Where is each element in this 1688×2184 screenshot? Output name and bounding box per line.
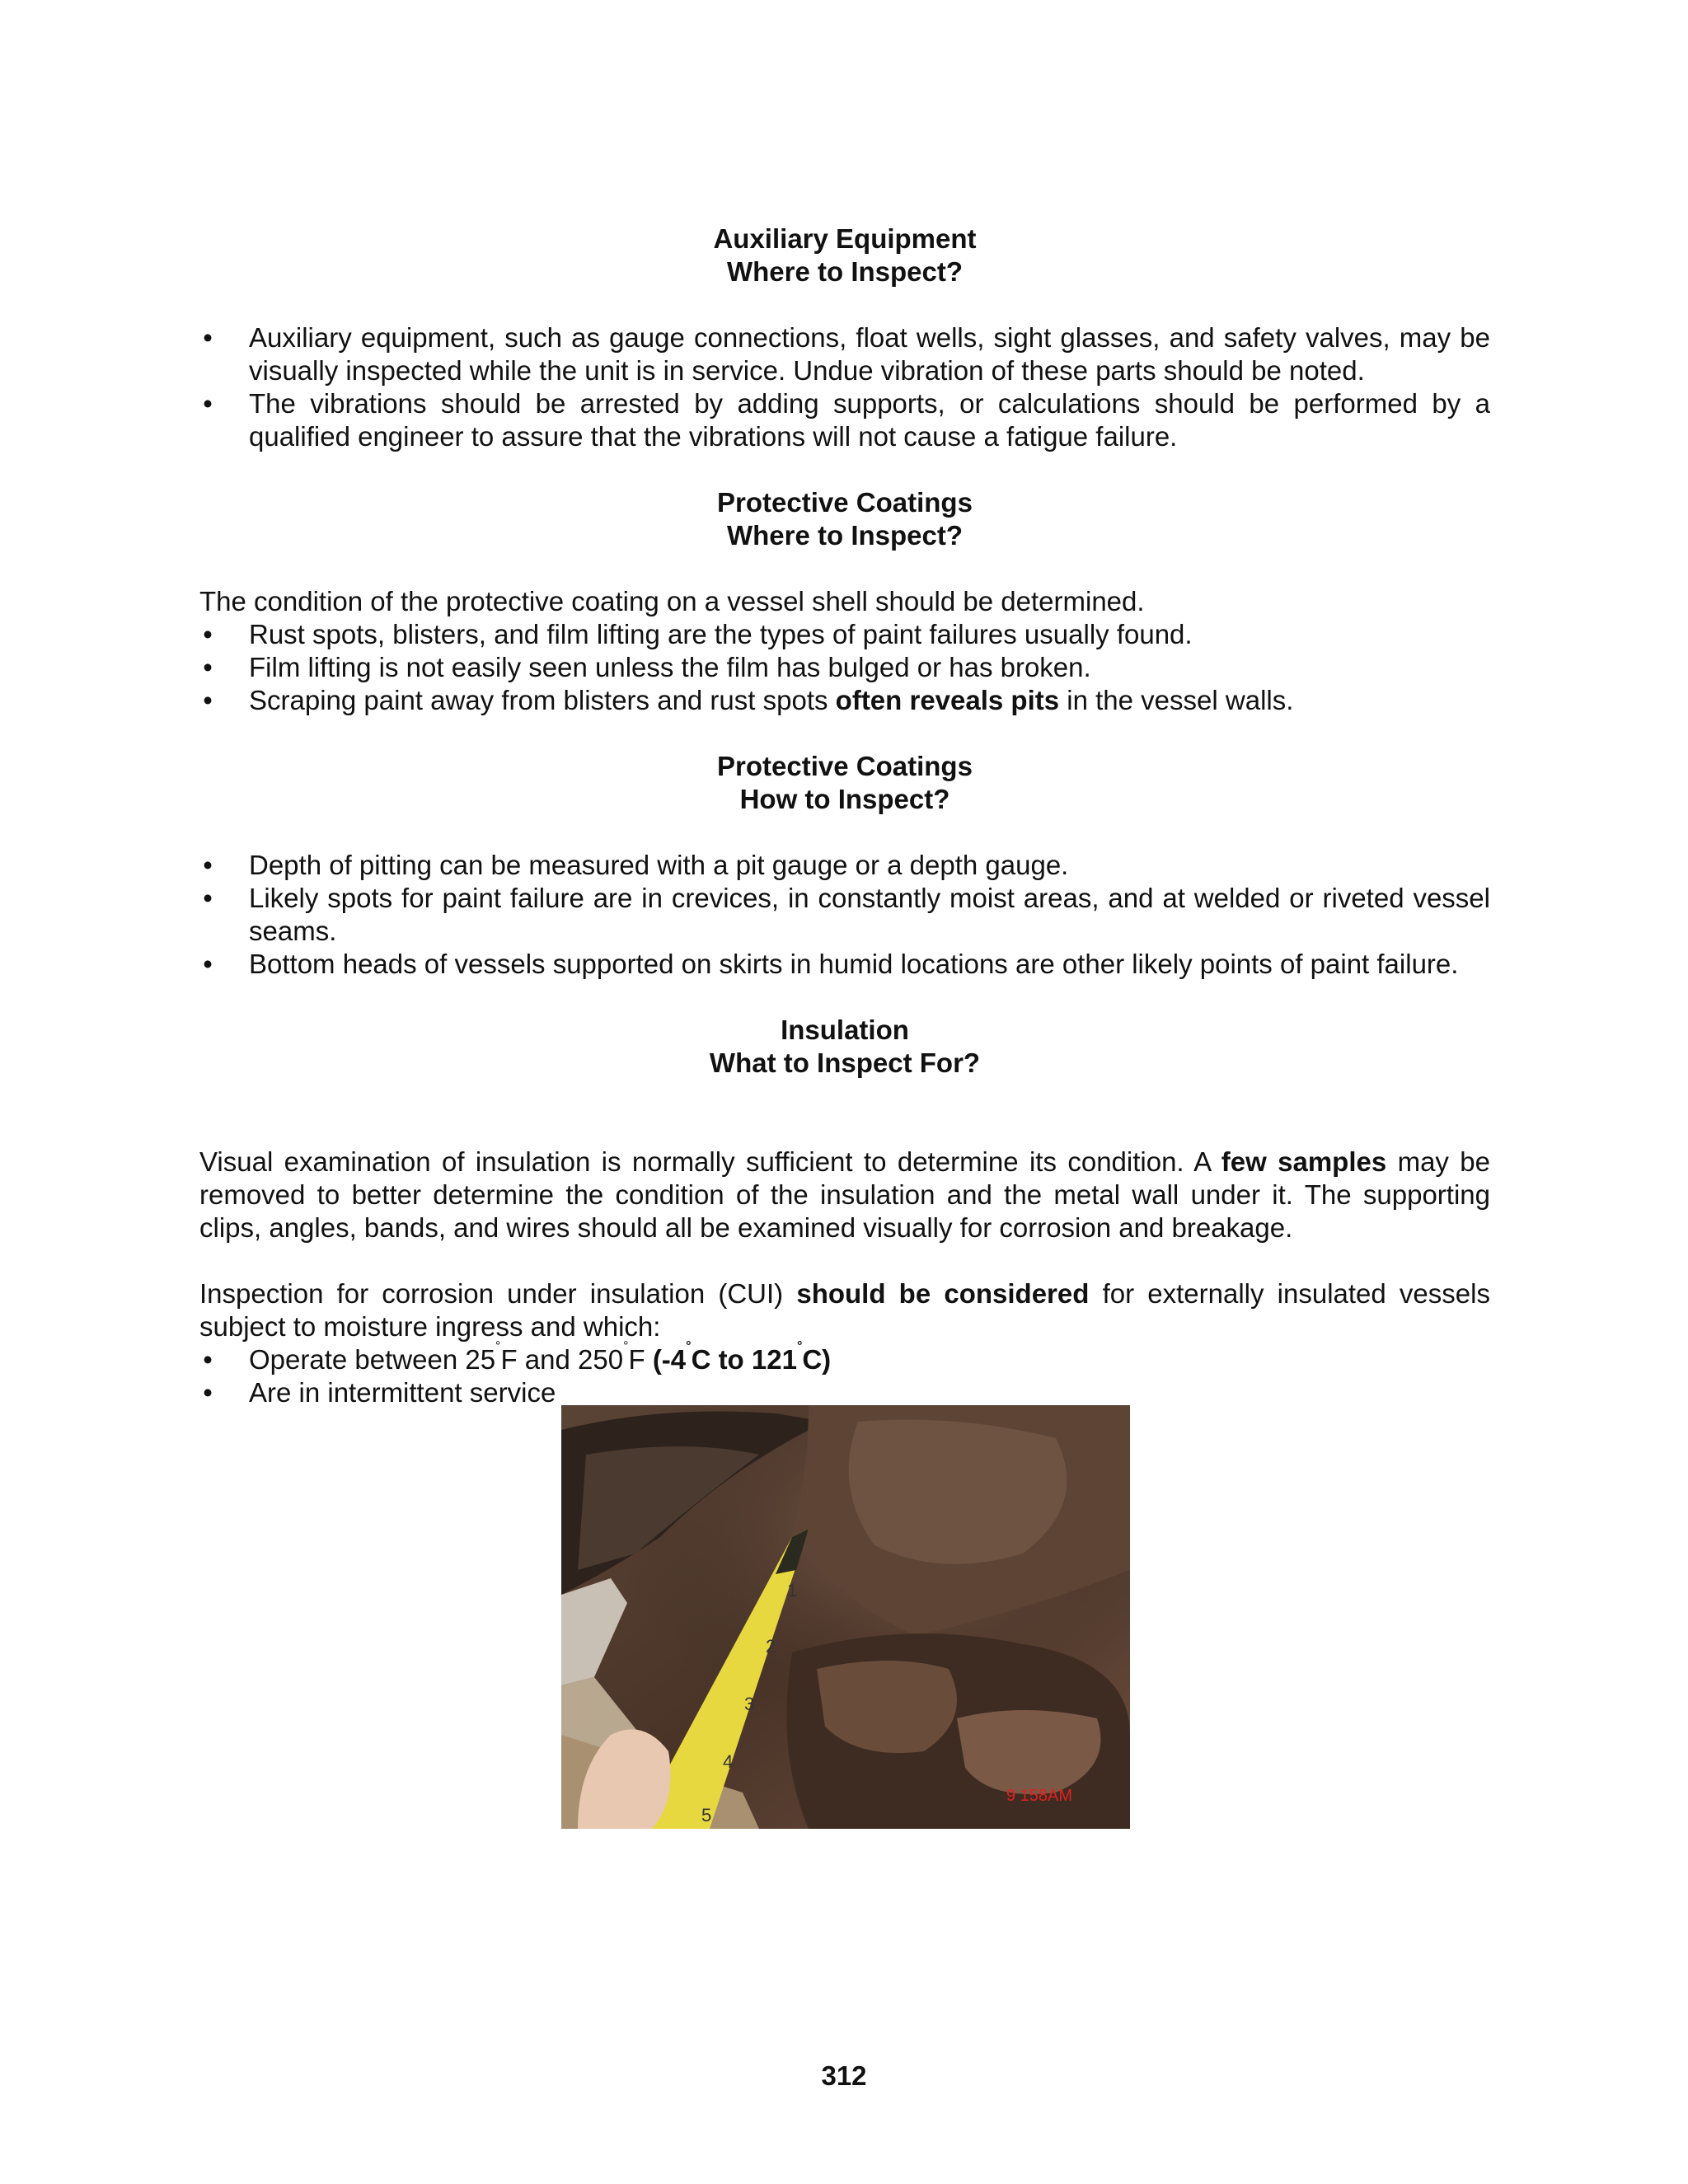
- bullet-icon: •: [203, 388, 213, 419]
- heading-title: Insulation: [781, 1015, 909, 1045]
- heading-subtitle: How to Inspect?: [739, 784, 950, 814]
- bullet-icon: •: [203, 685, 213, 715]
- document-page: [199, 223, 1490, 1409]
- list-item: • Bottom heads of vessels supported on skirts in humid locations are other likely points of paint failure.: [199, 948, 1490, 981]
- list-item: • Depth of pitting can be measured with a pit gauge or a depth gauge.: [199, 849, 1490, 882]
- list-item: • Rust spots, blisters, and film lifting are the types of paint failures usually found.: [199, 618, 1490, 651]
- bullet-icon: •: [203, 652, 213, 682]
- tape-number: 4: [723, 1751, 734, 1772]
- bullet-icon: •: [203, 883, 213, 913]
- bullet-list-auxiliary: [199, 321, 1490, 453]
- corrosion-photo-drawing: [561, 1405, 1130, 1829]
- list-item: • Are in intermittent service: [199, 1376, 1490, 1409]
- tape-number: 5: [701, 1805, 712, 1825]
- bullet-icon: •: [203, 1344, 213, 1375]
- paragraph-insulation-cui: Inspection for corrosion under insulation (CUI) should be considered for externally insulated vessels subject to moisture ingress and which:: [199, 1278, 1490, 1342]
- heading-title: Protective Coatings: [717, 487, 973, 518]
- tape-number: 1: [787, 1580, 798, 1601]
- degree-symbol: °: [495, 1339, 501, 1353]
- degree-symbol: °: [796, 1339, 803, 1353]
- bullet-icon: •: [203, 949, 213, 979]
- bullet-icon: •: [203, 619, 213, 649]
- list-item: • Auxiliary equipment, such as gauge connections, float wells, sight glasses, and safety valves, may be visually inspected while the unit is in service. Undue vibration of these parts should be noted.: [199, 321, 1490, 387]
- list-item: • Operate between 25°F and 250°F (-4°C to 121°C): [199, 1343, 1490, 1376]
- bullet-icon: •: [203, 850, 213, 880]
- section-heading-auxiliary: [199, 223, 1490, 288]
- bullet-icon: •: [203, 1377, 213, 1408]
- paragraph-coatings-intro: The condition of the protective coating on a vessel shell should be determined.: [199, 586, 1145, 616]
- photo-timestamp: 9 158AM: [1006, 1787, 1073, 1805]
- list-item: • The vibrations should be arrested by adding supports, or calculations should be performed by a qualified engineer to assure that the vibrations will not cause a fatigue failure.: [199, 387, 1490, 453]
- section-heading-coatings-how: [199, 750, 1490, 816]
- heading-subtitle: Where to Inspect?: [726, 520, 964, 551]
- section-heading-coatings-where: [199, 486, 1490, 552]
- heading-subtitle: What to Inspect For?: [709, 1047, 981, 1078]
- degree-symbol: °: [686, 1339, 692, 1353]
- list-item: • Scraping paint away from blisters and rust spots often reveals pits in the vessel walls.: [199, 684, 1490, 717]
- bullet-list-coatings-how: [199, 849, 1490, 981]
- bullet-list-coatings-where: [199, 618, 1490, 717]
- page-number: 312: [821, 2060, 867, 2091]
- list-item: • Likely spots for paint failure are in crevices, in constantly moist areas, and at welded or riveted vessel seams.: [199, 882, 1490, 948]
- paragraph-insulation-visual: Visual examination of insulation is normally sufficient to determine its condition. A few samples may be removed to better determine the condition of the insulation and the metal wall under it. The supporting clips, angles, bands, and wires should all be examined visually for corrosion and breakage.: [199, 1146, 1490, 1243]
- degree-symbol: °: [623, 1339, 629, 1353]
- list-item: • Film lifting is not easily seen unless the film has bulged or has broken.: [199, 651, 1490, 684]
- tape-number: 3: [744, 1694, 755, 1714]
- heading-subtitle: Where to Inspect?: [726, 256, 964, 287]
- bullet-list-insulation: [199, 1339, 1490, 1409]
- heading-title: Auxiliary Equipment: [713, 223, 977, 254]
- corrosion-photo: [561, 1405, 1130, 1829]
- tape-number: 2: [766, 1636, 776, 1657]
- section-heading-insulation: [199, 1014, 1490, 1080]
- heading-title: Protective Coatings: [717, 751, 973, 781]
- bullet-icon: •: [203, 322, 213, 353]
